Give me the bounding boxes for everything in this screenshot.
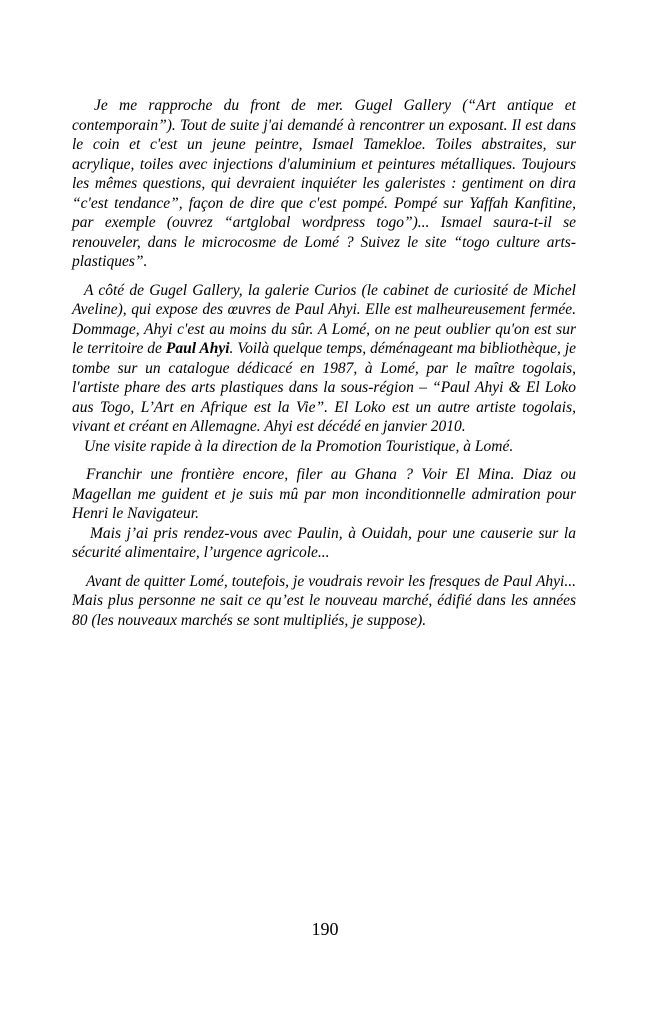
paragraph-ouidah: Mais j’ai pris rendez-vous avec Paulin, à Ouidah, pour une causerie sur la sécurité alimentaire, l’urgence agricole... bbox=[72, 524, 576, 561]
paragraph-ghana: Franchir une frontière encore, filer au Ghana ? Voir El Mina. Diaz ou Magellan me guident et je suis mû par mon inconditionnelle admiration pour Henri le Navigateur. bbox=[72, 466, 576, 522]
paragraph-text-after: . Voilà quelque temps, déménageant ma bibliothèque, je tombe sur un catalogue dédicacé en 1987, à Lomé, par le maître togolais, l'artiste phare des arts plastiques dans la sous-région – “Paul Ahyi & El Loko aus Togo, L’Art en Afrique est la Vie”. El Loko est un autre artiste togolais, vivant et créant en Allemagne. Ahyi est décédé en janvier 2010. bbox=[72, 340, 577, 435]
paragraph-fresques: Avant de quitter Lomé, toutefois, je voudrais revoir les fresques de Paul Ahyi... Mais plus personne ne sait ce qu’est le nouveau marché, édifié dans les années 80 (les nouveaux marchés se sont multipliés, je suppose). bbox=[72, 572, 576, 629]
bold-name-paul-ahyi: Paul Ahyi bbox=[165, 340, 230, 357]
page-body bbox=[72, 96, 576, 630]
paragraph-galerie-curios bbox=[72, 281, 576, 437]
paragraph-promotion-touristique: Une visite rapide à la direction de la Promotion Touristique, à Lomé. bbox=[84, 437, 514, 455]
page-number: 190 bbox=[311, 919, 339, 939]
paragraph-text-before: A côté de Gugel Gallery, la galerie Curios (le cabinet de curiosité de Michel Aveline), qui expose des œuvres de Paul Ahyi. Elle est malheureusement fermée. Dommage, Ahyi c'est au moins du sûr. A Lomé, on ne peut oublier qu'on est sur le territoire de bbox=[72, 281, 576, 357]
paragraph-gugel-gallery: Je me rapproche du front de mer. Gugel Gallery (“Art antique et contemporain”). Tout de suite j'ai demandé à rencontrer un exposant. Il est dans le coin et c'est un jeune peintre, Ismael Tamekloe. Toiles abstraites, sur acrylique, toiles avec injections d'aluminium et peintures métalliques. Toujours les mêmes questions, qui devraient inquiéter les galeristes : gentiment on dira “c'est tendance”, façon de dire que c'est pompé. Pompé sur Yaffah Kanfitine, par exemple (ouvrez “artglobal wordpress togo”)... Ismael saura-t-il se renouveler, dans le microcosme de Lomé ? Suivez le site “togo culture arts-plastiques”. bbox=[72, 97, 576, 270]
